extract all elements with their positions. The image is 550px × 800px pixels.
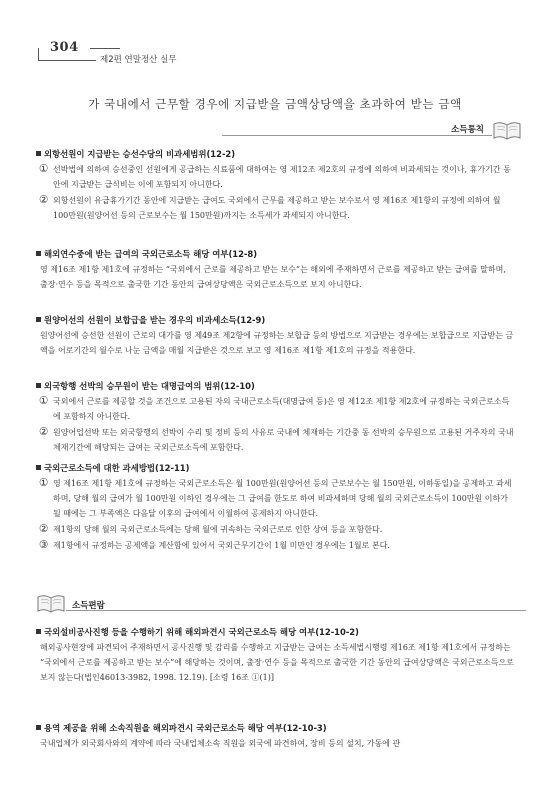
section-1	[36, 148, 516, 223]
item-text: 영 제16조 제1항 제1호에 규정하는 국외근로소득은 월 100만원(원양어선 등의 근로보수는 월 150만원, 이하동일)을 공제하고 과세하며, 당해 월의 급여가 월 100만원 이하인 경우에는 그 급여를 한도로 하여 비과세하며 당해 월의 국외근로소득이 100만원 이하가 될 때에는 그 부족액은 다음달 이후의 급여에서 이월하여 공제하지 아니한다.	[53, 479, 512, 518]
item-marker: ③	[39, 539, 49, 551]
item-text: 원양어업선박 또는 외국항행의 선박이 수리 및 정비 등의 사유로 국내에 체재하는 기간중 동 선박의 승무원으로 고용된 거주자의 국내체재기간에 해당되는 급여는 국외근로소득에 포함한다.	[53, 428, 514, 452]
header-rule-bottom	[46, 60, 96, 61]
item-marker: ②	[39, 426, 49, 438]
section-paragraph: 원양어선에 승선한 선원이 근로의 대가를 영 제49조 제2항에 규정하는 보합급 등의 방법으로 지급받는 경우에는 보합급으로 지급받는 금액을 어로기간의 월수로 나눈 금액을 매월 지급받은 것으로 보고 영 제16조 제1항 제1호의 규정을 적용한다.	[40, 331, 514, 355]
header-rule-top	[90, 48, 120, 49]
section-paragraph: 해외공사현장에 파견되어 주재하면서 공사진행 및 감리를 수행하고 지급받는 급여는 소득세법시행령 제16조 제1항 제1호에서 규정하는 “국외에서 근로를 제공하고 받는 보수”에 해당하는 것이며, 출장·연수 등을 목적으로 출국한 기간 동안의 급여상당액은 국외근로소득으로 보지 않는다(법인46013-3982, 1998. 12.19). [소령 16조 ①(1)]	[40, 643, 514, 682]
section-3	[36, 314, 516, 358]
list-item	[36, 476, 516, 521]
list-item	[36, 522, 516, 537]
open-book-icon	[492, 118, 522, 142]
chapter-title: 가 국내에서 근무할 경우에 지급받을 금액상당액을 초과하여 받는 금액	[88, 97, 462, 111]
list-item	[36, 394, 516, 424]
section-label: 제2편 연말정산 실무	[100, 55, 177, 65]
item-marker: ①	[39, 163, 49, 175]
item-text: 제1항의 당해 월의 국외근로소득에는 당해 월에 귀속하는 국외근로로 인한 상여 등을 포함한다.	[53, 525, 383, 534]
section-paragraph: 국내업체가 외국회사와의 계약에 따라 국내업체소속 직원을 외국에 파견하여, 장비 등의 설치, 가동에 관	[40, 739, 401, 748]
open-book-icon	[36, 591, 66, 615]
tag-cases-line	[66, 610, 526, 611]
list-item	[36, 538, 516, 553]
section-heading: 외국항행 선박의 승무원이 받는 대명급여의 범위(12-10)	[36, 380, 516, 393]
section-2	[36, 248, 516, 292]
item-marker: ②	[39, 523, 49, 535]
section-5	[36, 462, 516, 553]
section-4	[36, 380, 516, 455]
list-item	[36, 425, 516, 455]
page-header	[38, 38, 518, 64]
section-heading: 용역 제공을 위해 소속직원을 해외파견시 국외근로소득 해당 여부(12-10-3)	[36, 722, 516, 735]
item-marker: ②	[39, 194, 49, 206]
section-heading: 외항선원이 지급받는 승선수당의 비과세범위(12-2)	[36, 148, 516, 161]
item-text: 외항선원이 유급휴가기간 동안에 지급받는 급여도 국외에서 근무를 제공하고 받는 보수로서 영 제16조 제1항의 규정에 의하여 월 100만원(원양어선 등의 근로보수는 월 150만원)까지는 소득세가 과세되지 아니한다.	[53, 196, 501, 220]
page-number: 304	[50, 40, 79, 55]
item-marker: ①	[39, 395, 49, 407]
item-marker: ①	[39, 477, 49, 489]
section-heading: 해외연수중에 받는 급여의 국외근로소득 해당 여부(12-8)	[36, 248, 516, 261]
section-paragraph: 영 제16조 제1항 제1호에 규정하는 “국외에서 근로를 제공하고 받는 보수”는 해외에 주재하면서 근로를 제공하고 받는 급여를 말하며, 출장·연수 등을 목적으로 출국한 기간 동안의 급여상당액은 국외근로소득으로 보지 아니한다.	[40, 265, 506, 289]
item-text: 국외에서 근로를 제공할 것을 조건으로 고용된 자의 국내근로소득(대명급여 등)은 영 제12조 제1항 제2호에 규정하는 국외근로소득에 포함하지 아니한다.	[53, 397, 510, 421]
tag-rules-line	[222, 135, 492, 136]
list-item	[36, 162, 516, 192]
item-text: 선박법에 의하여 승선중인 선원에게 공급하는 식료품에 대하여는 영 제12조 제2호의 규정에 의하여 비과세되는 것이나, 휴가기간 동안에 지급받는 급식비는 이에 포함되지 아니한다.	[53, 165, 511, 189]
section-heading: 국외근로소득에 대한 과세방법(12-11)	[36, 462, 516, 475]
section-6	[36, 626, 516, 685]
section-heading: 국외설비공사진행 등을 수행하기 위해 해외파견시 국외근로소득 해당 여부(12-10-2)	[36, 626, 516, 639]
tag-rules-label: 소득통칙	[451, 125, 484, 135]
tag-cases-label: 소득편람	[72, 601, 105, 611]
tag-cases	[36, 591, 526, 617]
list-item	[36, 193, 516, 223]
section-heading: 원양어선의 선원이 보합급을 받는 경우의 비과세소득(12-9)	[36, 314, 516, 327]
section-7	[36, 722, 516, 751]
item-text: 제1항에서 규정하는 공제액을 계산함에 있어서 국외근무기간이 1월 미만인 경우에는 1월로 본다.	[53, 541, 390, 550]
tag-rules	[222, 118, 522, 142]
